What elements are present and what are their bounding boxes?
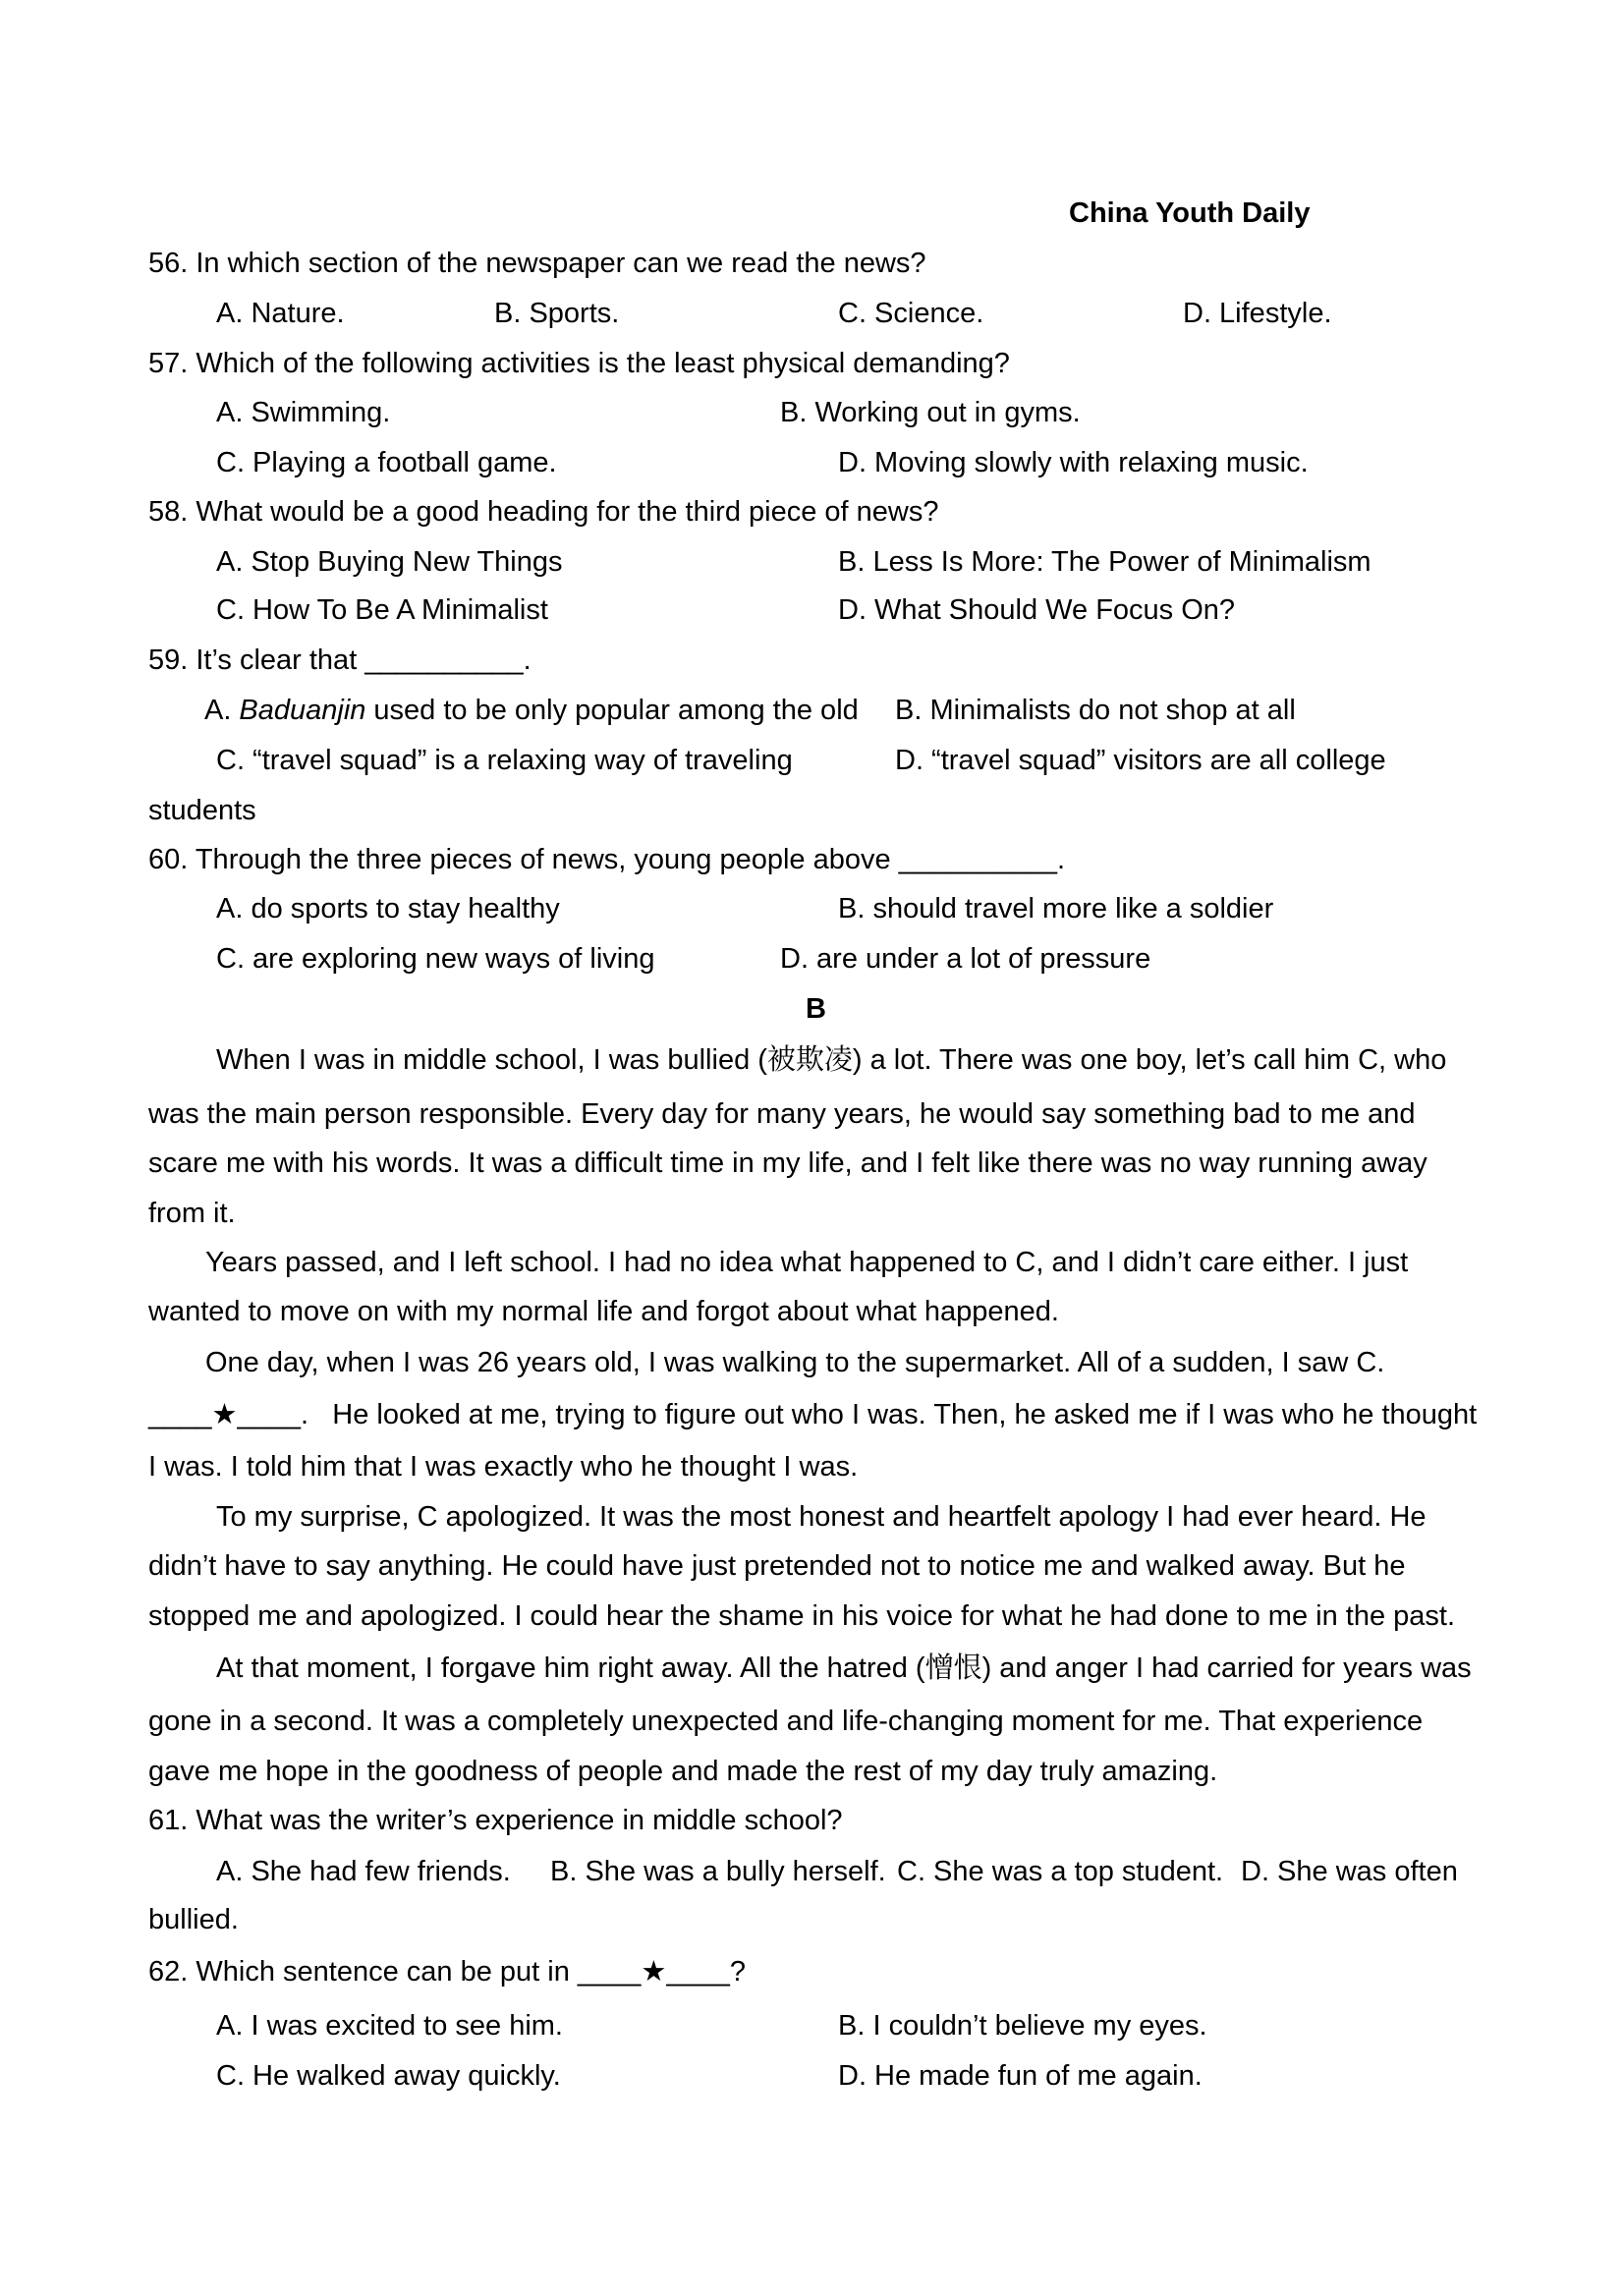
option-a: A. Nature. <box>216 298 345 329</box>
option-c: C. How To Be A Minimalist <box>216 594 548 626</box>
paragraph-line: Years passed, and I left school. I had no idea what happened to C, and I didn’t care either. I just <box>205 1247 1409 1278</box>
paragraph-line: didn’t have to say anything. He could have just pretended not to notice me and walked away. But he <box>148 1550 1406 1582</box>
option-c: C. Playing a football game. <box>216 447 557 478</box>
option-d-continuation: bullied. <box>148 1904 239 1935</box>
paragraph-line: wanted to move on with my normal life and forgot about what happened. <box>148 1296 1059 1327</box>
option-a: A. Swimming. <box>216 397 391 428</box>
option-a <box>204 689 859 732</box>
question-stem: 57. Which of the following activities is the least physical demanding? <box>148 348 1010 379</box>
question-stem: 61. What was the writer’s experience in middle school? <box>148 1805 843 1836</box>
option-d-continuation: students <box>148 795 256 826</box>
paragraph-line: I was. I told him that I was exactly who he thought I was. <box>148 1451 859 1483</box>
question-stem: 60. Through the three pieces of news, young people above __________. <box>148 844 1066 875</box>
option-b: B. Sports. <box>494 298 620 329</box>
paragraph-line: stopped me and apologized. I could hear the shame in his voice for what he had done to me in the past. <box>148 1600 1456 1632</box>
option-c: C. are exploring new ways of living <box>216 943 655 975</box>
option-b: B. Minimalists do not shop at all <box>895 695 1296 726</box>
option-label: A. <box>204 695 232 726</box>
option-d: D. He made fun of me again. <box>838 2060 1203 2092</box>
option-d: D. are under a lot of pressure <box>780 943 1151 975</box>
question-stem: 62. Which sentence can be put in ____★____? <box>148 1956 747 1988</box>
option-italic-term: Baduanjin <box>239 695 366 726</box>
option-c: C. Science. <box>838 298 984 329</box>
option-c: C. He walked away quickly. <box>216 2060 561 2092</box>
option-d: D. “travel squad” visitors are all college <box>895 745 1386 776</box>
option-b: B. Working out in gyms. <box>780 397 1081 428</box>
paragraph-line: When I was in middle school, I was bullied (被欺凌) a lot. There was one boy, let’s call him C, who <box>216 1044 1447 1076</box>
passage-heading: B <box>806 993 826 1025</box>
paragraph-line: from it. <box>148 1198 236 1229</box>
option-d: D. What Should We Focus On? <box>838 594 1236 626</box>
option-b: B. should travel more like a soldier <box>838 893 1274 924</box>
option-text: used to be only popular among the old <box>373 695 859 726</box>
question-stem: 58. What would be a good heading for the third piece of news? <box>148 496 939 528</box>
paragraph-line-with-blank: ____★____. He looked at me, trying to figure out who I was. Then, he asked me if I was who he thought <box>148 1399 1478 1430</box>
question-stem: 56. In which section of the newspaper can we read the news? <box>148 248 926 279</box>
option-a: A. do sports to stay healthy <box>216 893 560 924</box>
option-a: A. Stop Buying New Things <box>216 546 563 578</box>
option-c: C. “travel squad” is a relaxing way of traveling <box>216 745 793 776</box>
paragraph-line: was the main person responsible. Every day for many years, he would say something bad to me and <box>148 1098 1416 1130</box>
paragraph-line: gave me hope in the goodness of people and made the rest of my day truly amazing. <box>148 1756 1218 1787</box>
option-a: A. I was excited to see him. <box>216 2010 563 2042</box>
option-d: D. Moving slowly with relaxing music. <box>838 447 1309 478</box>
paragraph-line: At that moment, I forgave him right away. All the hatred (憎恨) and anger I had carried for years was <box>216 1652 1472 1684</box>
option-b: B. I couldn’t believe my eyes. <box>838 2010 1207 2042</box>
option-c: C. She was a top student. <box>897 1856 1224 1887</box>
option-b: B. She was a bully herself. <box>550 1856 886 1887</box>
paragraph-line: scare me with his words. It was a difficult time in my life, and I felt like there was no way running away <box>148 1148 1427 1179</box>
paragraph-line: One day, when I was 26 years old, I was walking to the supermarket. All of a sudden, I saw C. <box>205 1347 1385 1378</box>
option-b: B. Less Is More: The Power of Minimalism <box>838 546 1371 578</box>
option-d: D. She was often <box>1241 1856 1458 1887</box>
question-stem: 59. It’s clear that __________. <box>148 644 532 676</box>
option-d: D. Lifestyle. <box>1183 298 1332 329</box>
option-a: A. She had few friends. <box>216 1856 511 1887</box>
newspaper-title: China Youth Daily <box>1069 197 1311 229</box>
paragraph-line: To my surprise, C apologized. It was the most honest and heartfelt apology I had ever heard. He <box>216 1501 1427 1533</box>
paragraph-line: gone in a second. It was a completely unexpected and life-changing moment for me. That experience <box>148 1706 1424 1737</box>
